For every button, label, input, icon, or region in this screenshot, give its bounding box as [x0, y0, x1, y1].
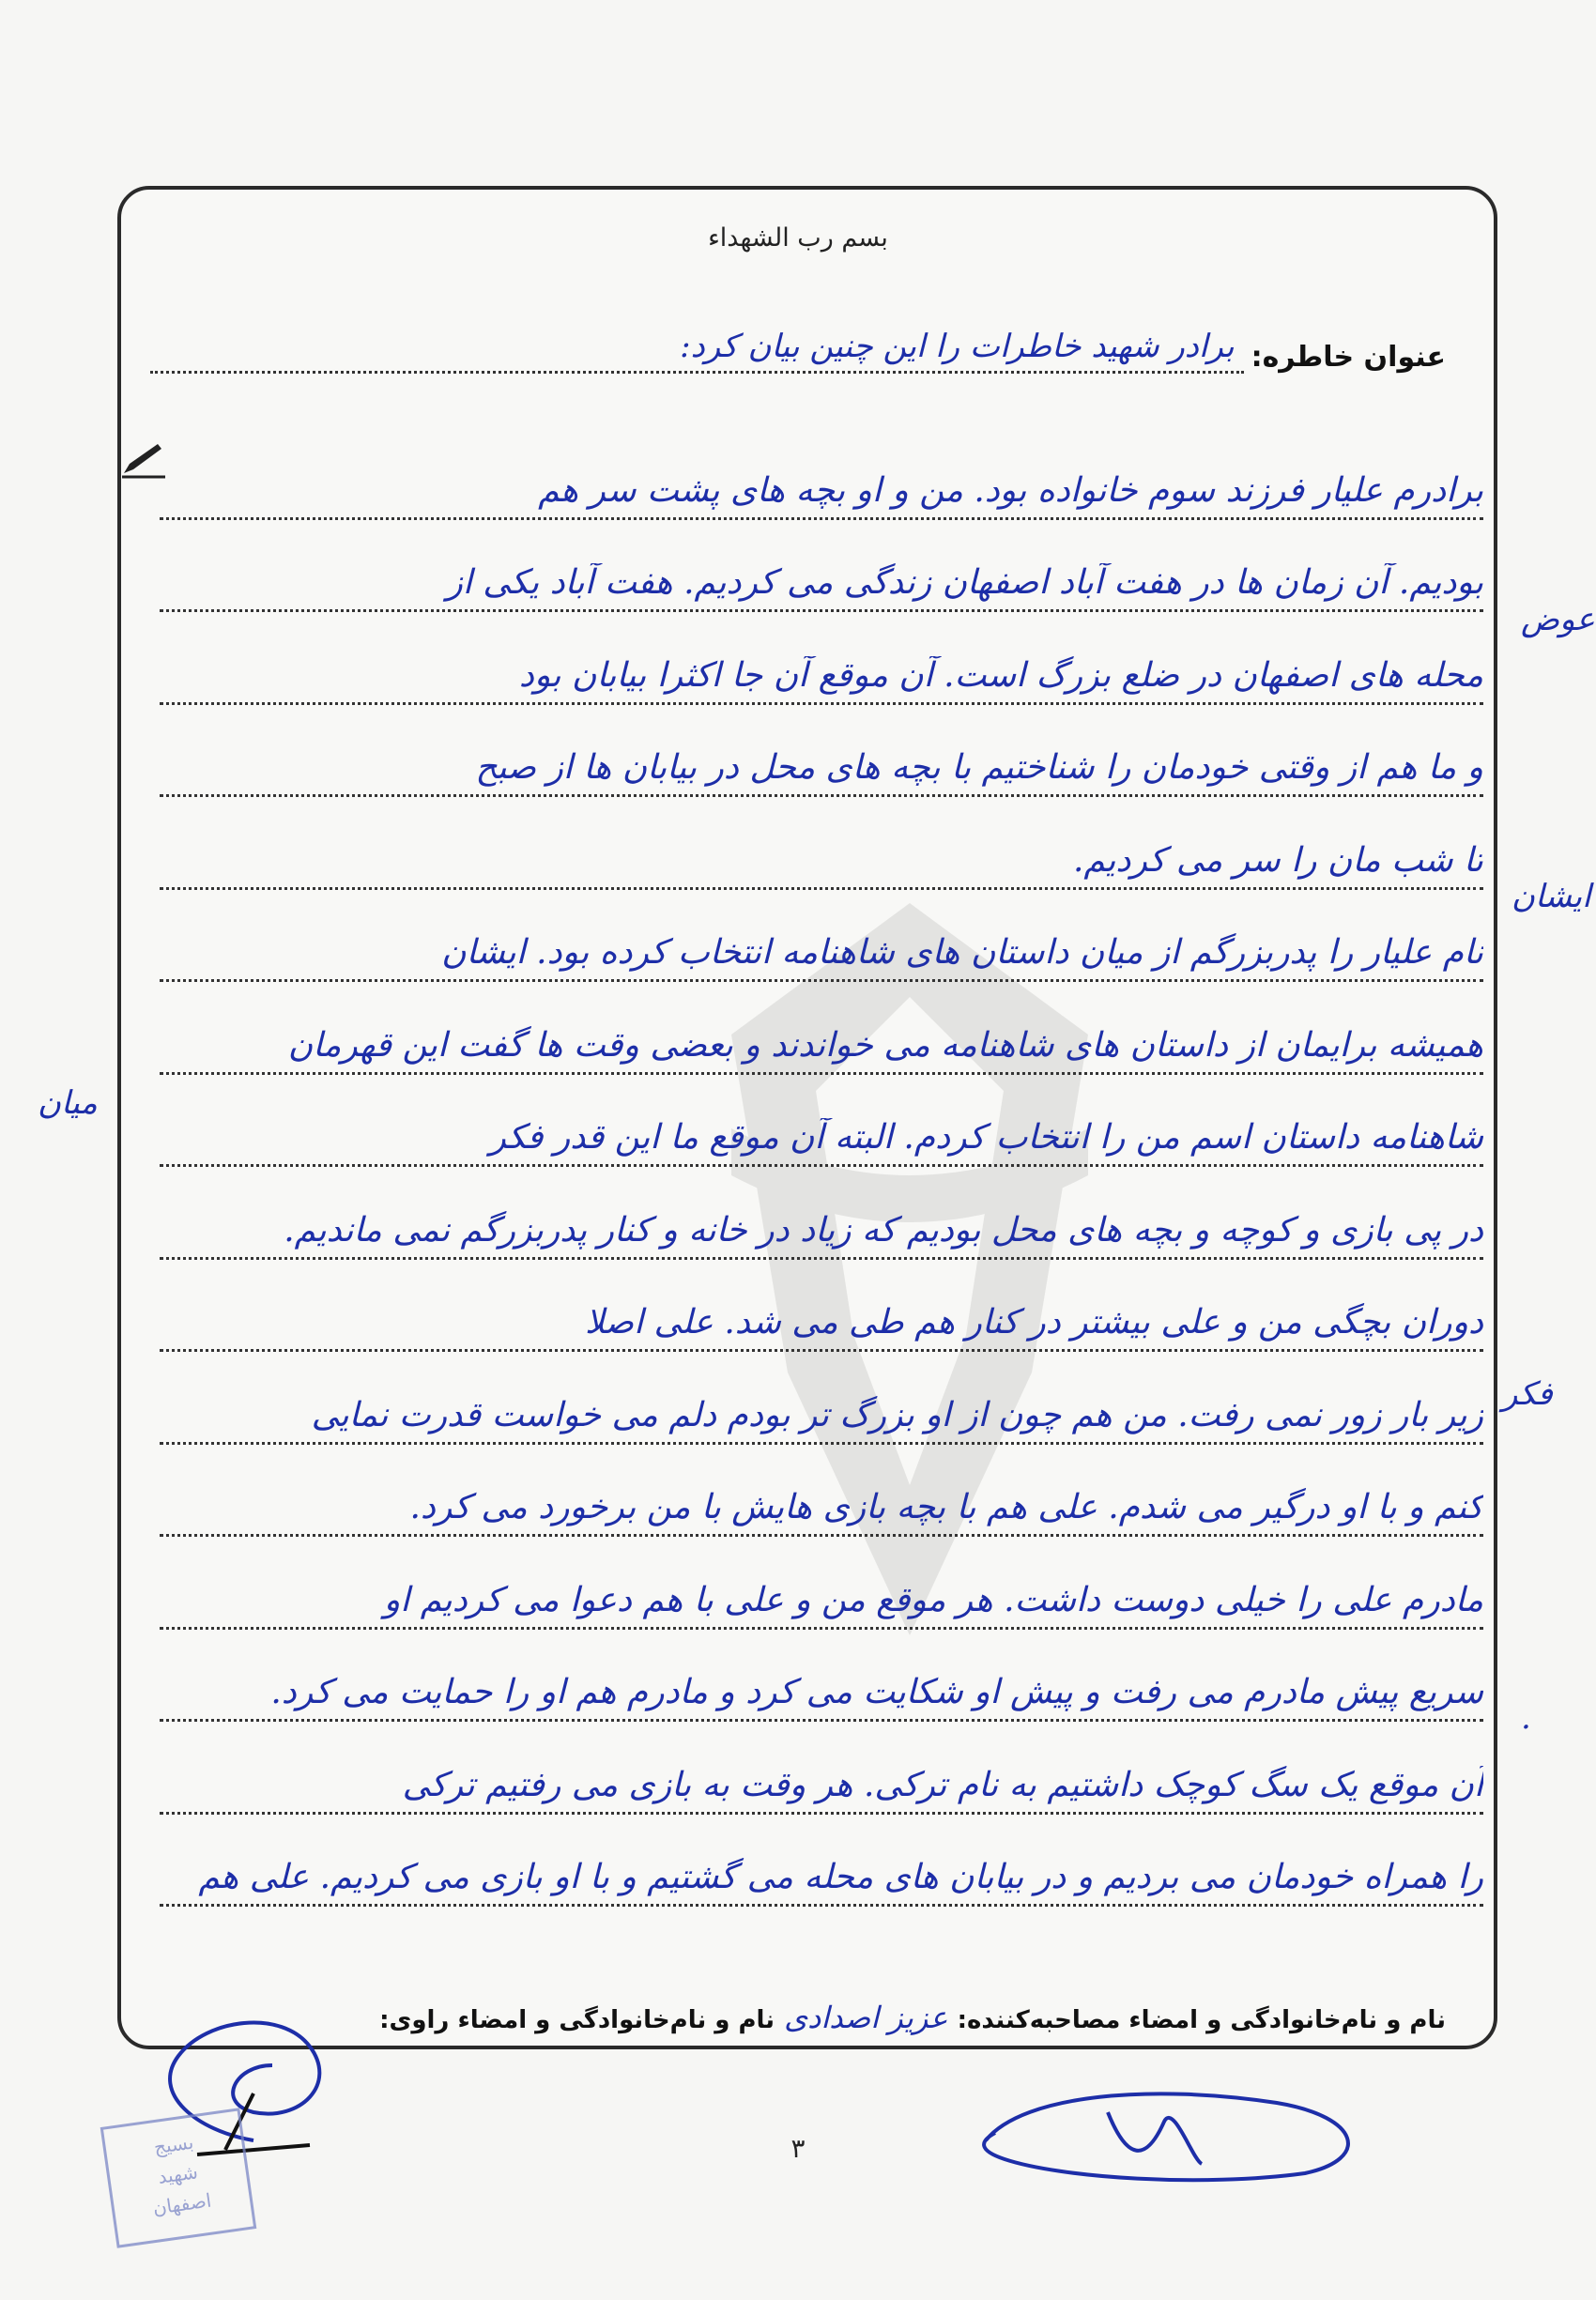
memory-text: سریع پیش مادرم می رفت و پیش او شکایت می کرد و مادرم هم او را حمایت می کرد. [270, 1673, 1483, 1711]
narrator-label: نام و نام‌خانوادگی و امضاء راوی: [379, 2006, 775, 2034]
page-number: ۳ [790, 2133, 806, 2164]
stamp-line: شهید [156, 2160, 200, 2188]
memory-text-line [160, 1075, 1483, 1168]
memory-text-line [160, 797, 1483, 890]
memory-text-line [160, 1260, 1483, 1353]
interviewer-signature [967, 2075, 1380, 2187]
interviewer-label: نام و نام‌خانوادگی و امضاء مصاحبه‌کننده: [957, 2006, 1446, 2034]
memory-text-line [160, 427, 1483, 520]
memory-text: برادرم علیار فرزند سوم خانواده بود. من و او بچه های پشت سر هم [538, 470, 1483, 510]
margin-note: . [1521, 1699, 1531, 1737]
stamp-line: بسیج [152, 2130, 195, 2159]
memory-text: و ما هم از وقتی خودمان را شناختیم با بچه های محل در بیابان ها از صبح [475, 748, 1483, 787]
memory-text-line [160, 1630, 1483, 1723]
memory-text-line [160, 1352, 1483, 1445]
memory-text-line [160, 612, 1483, 705]
margin-note: عوض [1521, 601, 1595, 638]
margin-note: ایشان [1512, 878, 1591, 915]
memory-text: نام علیار را پدربزرگم از میان داستان های شاهنامه انتخاب کرده بود. ایشان [441, 933, 1483, 972]
margin-note: میان [38, 1084, 98, 1122]
memory-text: همیشه برایمان از داستان های شاهنامه می خواندند و بعضی وقت ها گفت این قهرمان [287, 1025, 1483, 1065]
memory-text-line [160, 705, 1483, 798]
memory-text-lines [160, 427, 1483, 1907]
margin-note: فکر [1502, 1375, 1553, 1413]
memory-title-label: عنوان خاطره: [1251, 341, 1446, 374]
memory-text-line [160, 1815, 1483, 1908]
memory-text: زیر بار زور نمی رفت. من هم چون از او بزرگ تر بودم دلم می خواست قدرت نمایی [311, 1395, 1483, 1434]
interviewer-name: عزیز اصدادی [784, 2000, 948, 2035]
memory-text-line [160, 890, 1483, 983]
memory-title-value: برادر شهید خاطرات را این چنین بیان کرد: [680, 328, 1235, 365]
memory-text: بودیم. آن زمان ها در هفت آباد اصفهان زندگی می کردیم. هفت آباد یکی از [446, 563, 1483, 602]
memory-text: آن موقع یک سگ کوچک داشتیم به نام ترکی. هر وقت به بازی می رفتیم ترکی [402, 1765, 1483, 1804]
memory-text-line [160, 1445, 1483, 1538]
memory-text: محله های اصفهان در ضلع بزرگ است. آن موقع آن جا اکثرا بیابان بود [518, 655, 1483, 695]
memory-text: شاهنامه داستان اسم من را انتخاب کردم. البته آن موقع ما این قدر فکر [489, 1118, 1483, 1157]
memory-text: را همراه خودمان می بردیم و در بیابان های محله می گشتیم و با او بازی می کردیم. علی هم [198, 1858, 1483, 1896]
memory-text-line [160, 982, 1483, 1075]
memory-text-line [160, 1167, 1483, 1260]
memory-text: تا شب مان را سر می کردیم. [1072, 840, 1483, 880]
memory-text: مادرم علی را خیلی دوست داشت. هر موقع من و علی با هم دعوا می کردیم او [383, 1580, 1483, 1619]
memory-text: در پی بازی و کوچه و بچه های محل بودیم که زیاد در خانه و کنار پدربزرگم نمی ماندیم. [284, 1210, 1483, 1250]
memory-title-row [150, 317, 1446, 374]
memory-text: دوران بچگی من و علی بیشتر در کنار هم طی می شد. علی اصلا [585, 1303, 1483, 1342]
memory-text-line [160, 1537, 1483, 1630]
memory-text-line [160, 1722, 1483, 1815]
memory-text-line [160, 520, 1483, 613]
memory-title-field [150, 322, 1244, 374]
stamp-line: اصفهان [151, 2188, 213, 2219]
official-stamp [100, 2108, 257, 2248]
memory-text: کنم و با او درگیر می شدم. علی هم با بچه بازی هایش با من برخورد می کرد. [409, 1488, 1483, 1526]
invocation-header: بسم رب الشهداء [708, 223, 888, 253]
